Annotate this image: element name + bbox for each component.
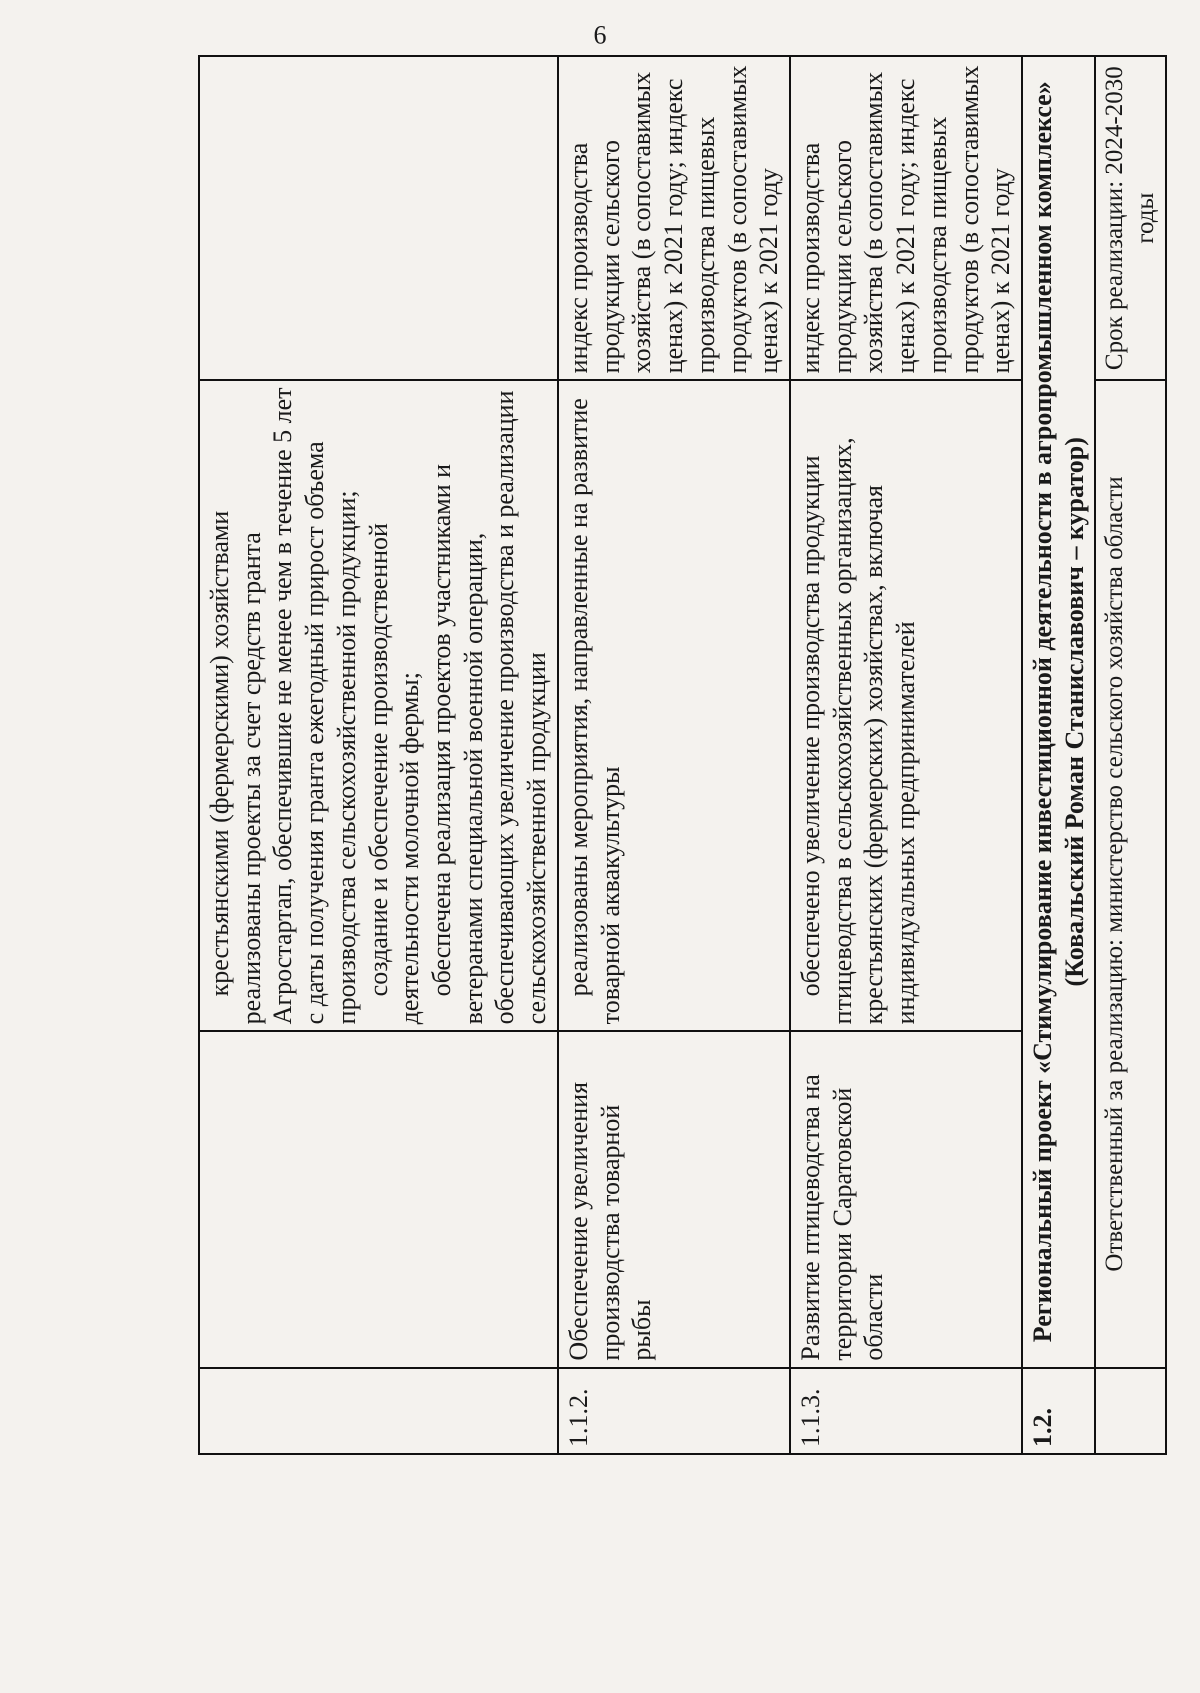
indicator-cell: индекс производства продукции сельского хозяйства (в сопоставимых ценах) к 2021 году; индекс производства пищевых продуктов (в сопоставимых ценах) к 2021 году bbox=[558, 56, 790, 380]
result-paragraph: создание и обеспечение производственной деятельности молочной фермы; bbox=[363, 523, 425, 1025]
result-cell bbox=[790, 380, 1022, 1031]
indicator-cell bbox=[199, 56, 558, 380]
row-number: 1.1.2. bbox=[558, 1368, 790, 1454]
page-number: 6 bbox=[593, 20, 607, 50]
project-number: 1.2. bbox=[1022, 1368, 1095, 1454]
result-cell bbox=[199, 380, 558, 1031]
project-responsible: Ответственный за реализацию: министерство сельского хозяйства области bbox=[1095, 380, 1166, 1367]
result-paragraph: обеспечена реализация проектов участниками и ветеранами специальной военной операции, обеспечивающих увеличение производства и реализации сельскохозяйственной продукции bbox=[427, 390, 552, 1025]
result-paragraph: обеспечено увеличение производства продукции птицеводства в сельскохозяйственных организациях, крестьянских (фермерских) хозяйствах, включая индивидуальных предпринимателей bbox=[795, 437, 921, 1025]
result-paragraph: реализованы мероприятия, направленные на развитие товарной аквакультуры bbox=[563, 398, 625, 1025]
project-row bbox=[1022, 56, 1095, 1454]
row-number: 1.1.3. bbox=[790, 1368, 1022, 1454]
indicator-cell: индекс производства продукции сельского хозяйства (в сопоставимых ценах) к 2021 году; индекс производства пищевых продуктов (в сопоставимых ценах) к 2021 году bbox=[790, 56, 1022, 380]
table-row bbox=[558, 56, 790, 1454]
project-title: Региональный проект «Стимулирование инвестиционной деятельности в агропромышленном комплексе» (Ковальский Роман Станиславович – куратор) bbox=[1022, 56, 1095, 1368]
table-row bbox=[790, 56, 1022, 1454]
result-cell bbox=[558, 380, 790, 1031]
document-page bbox=[70, 0, 1159, 1693]
result-paragraph: крестьянскими (фермерскими) хозяйствами реализованы проекты за счет средств гранта Агростартап, обеспечившие не менее чем в течение 5 лет с даты получения гранта ежегодный прирост объема производства сельскохозяйственной продукции; bbox=[205, 387, 361, 1025]
project-period: Срок реализации: 2024-2030 годы bbox=[1095, 56, 1166, 380]
task-cell bbox=[199, 1031, 558, 1367]
task-cell: Обеспечение увеличения производства товарной рыбы bbox=[558, 1031, 790, 1367]
project-meta-row bbox=[1095, 56, 1166, 1454]
row-number bbox=[199, 1368, 558, 1454]
task-cell: Развитие птицеводства на территории Саратовской области bbox=[790, 1031, 1022, 1367]
table-row bbox=[199, 56, 558, 1454]
activities-table bbox=[198, 55, 1167, 1455]
